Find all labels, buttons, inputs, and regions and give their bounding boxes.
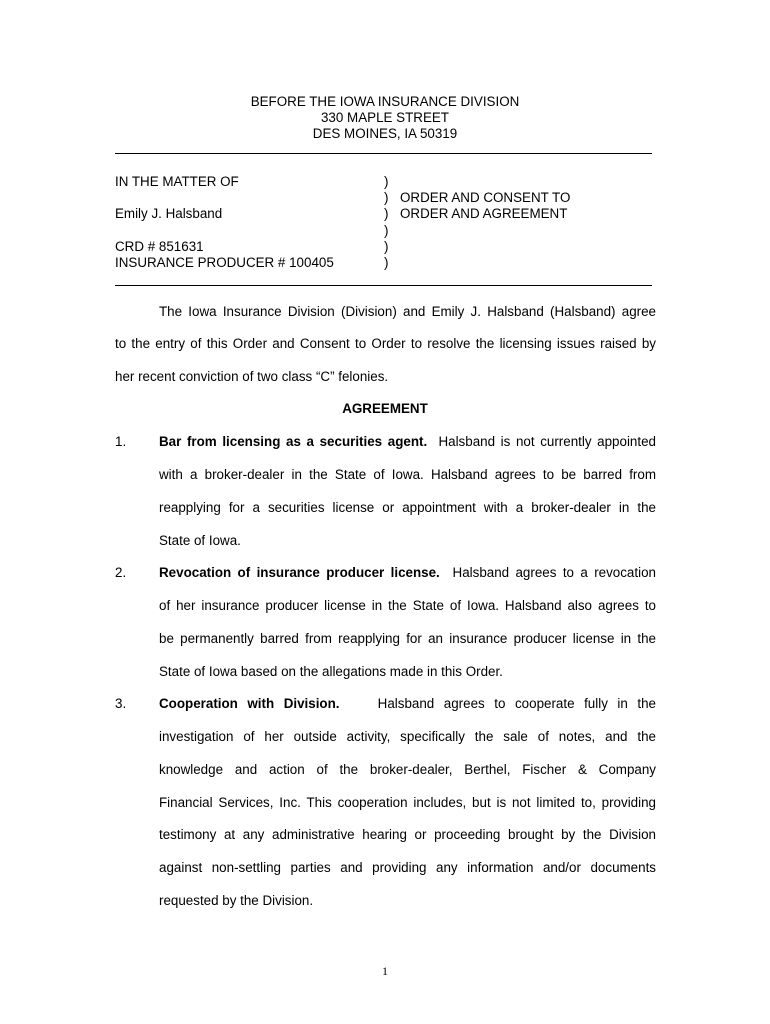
caption-paren: ) xyxy=(384,174,389,189)
item-text: Halsband agrees to a revocation xyxy=(452,565,656,580)
page-number: 1 xyxy=(382,964,388,978)
caption-paren: ) xyxy=(384,206,389,221)
item-line: investigation of her outside activity, specifically the sale of notes, and the xyxy=(159,729,656,744)
intro-line-2: to the entry of this Order and Consent to Order to resolve the licensing issues raised by xyxy=(115,336,656,351)
item-line xyxy=(159,696,656,711)
item-line: testimony at any administrative hearing or proceeding brought by the Division xyxy=(159,827,656,842)
intro-line-1: The Iowa Insurance Division (Division) and Emily J. Halsband (Halsband) agree xyxy=(159,304,656,319)
item-line: State of Iowa based on the allegations made in this Order. xyxy=(159,664,503,679)
item-line: Financial Services, Inc. This cooperation includes, but is not limited to, providing xyxy=(159,795,656,810)
item-line: be permanently barred from reapplying for an insurance producer license in the xyxy=(159,631,656,646)
item-line: requested by the Division. xyxy=(159,893,314,908)
caption-paren: ) xyxy=(384,255,389,270)
caption-paren: ) xyxy=(384,223,389,238)
item-title: Cooperation with Division. xyxy=(159,696,340,711)
item-line: against non-settling parties and providing any information and/or documents xyxy=(159,860,656,875)
item-line: State of Iowa. xyxy=(159,533,241,548)
item-number: 1. xyxy=(115,434,127,449)
caption-title-1: ORDER AND CONSENT TO xyxy=(400,190,571,205)
item-number: 2. xyxy=(115,565,127,580)
caption-producer: INSURANCE PRODUCER # 100405 xyxy=(115,255,334,270)
item-number: 3. xyxy=(115,696,127,711)
section-heading: AGREEMENT xyxy=(342,401,428,416)
caption-matter: IN THE MATTER OF xyxy=(115,174,239,189)
item-line: of her insurance producer license in the State of Iowa. Halsband also agrees to xyxy=(159,598,656,613)
bottom-rule xyxy=(115,285,652,286)
item-line: reapplying for a securities license or appointment with a broker-dealer in the xyxy=(159,500,656,515)
header-line-1: BEFORE THE IOWA INSURANCE DIVISION xyxy=(250,94,520,109)
header-line-3: DES MOINES, IA 50319 xyxy=(312,126,458,141)
caption-name: Emily J. Halsband xyxy=(115,206,223,221)
item-line: knowledge and action of the broker-dealer, Berthel, Fischer & Company xyxy=(159,762,656,777)
item-title: Revocation of insurance producer license. xyxy=(159,565,440,580)
item-text: Halsband is not currently appointed xyxy=(438,434,656,449)
caption-paren: ) xyxy=(384,239,389,254)
item-line xyxy=(159,434,656,449)
intro-line-3: her recent conviction of two class “C” felonies. xyxy=(115,369,389,384)
item-line xyxy=(159,565,656,580)
caption-title-2: ORDER AND AGREEMENT xyxy=(400,206,568,221)
caption-paren: ) xyxy=(384,190,389,205)
caption-crd: CRD # 851631 xyxy=(115,239,204,254)
item-title: Bar from licensing as a securities agent. xyxy=(159,434,428,449)
header-line-2: 330 MAPLE STREET xyxy=(320,110,449,125)
item-line: with a broker-dealer in the State of Iowa. Halsband agrees to be barred from xyxy=(159,467,656,482)
item-text: Halsband agrees to cooperate fully in the xyxy=(377,696,656,711)
top-rule xyxy=(115,153,652,154)
